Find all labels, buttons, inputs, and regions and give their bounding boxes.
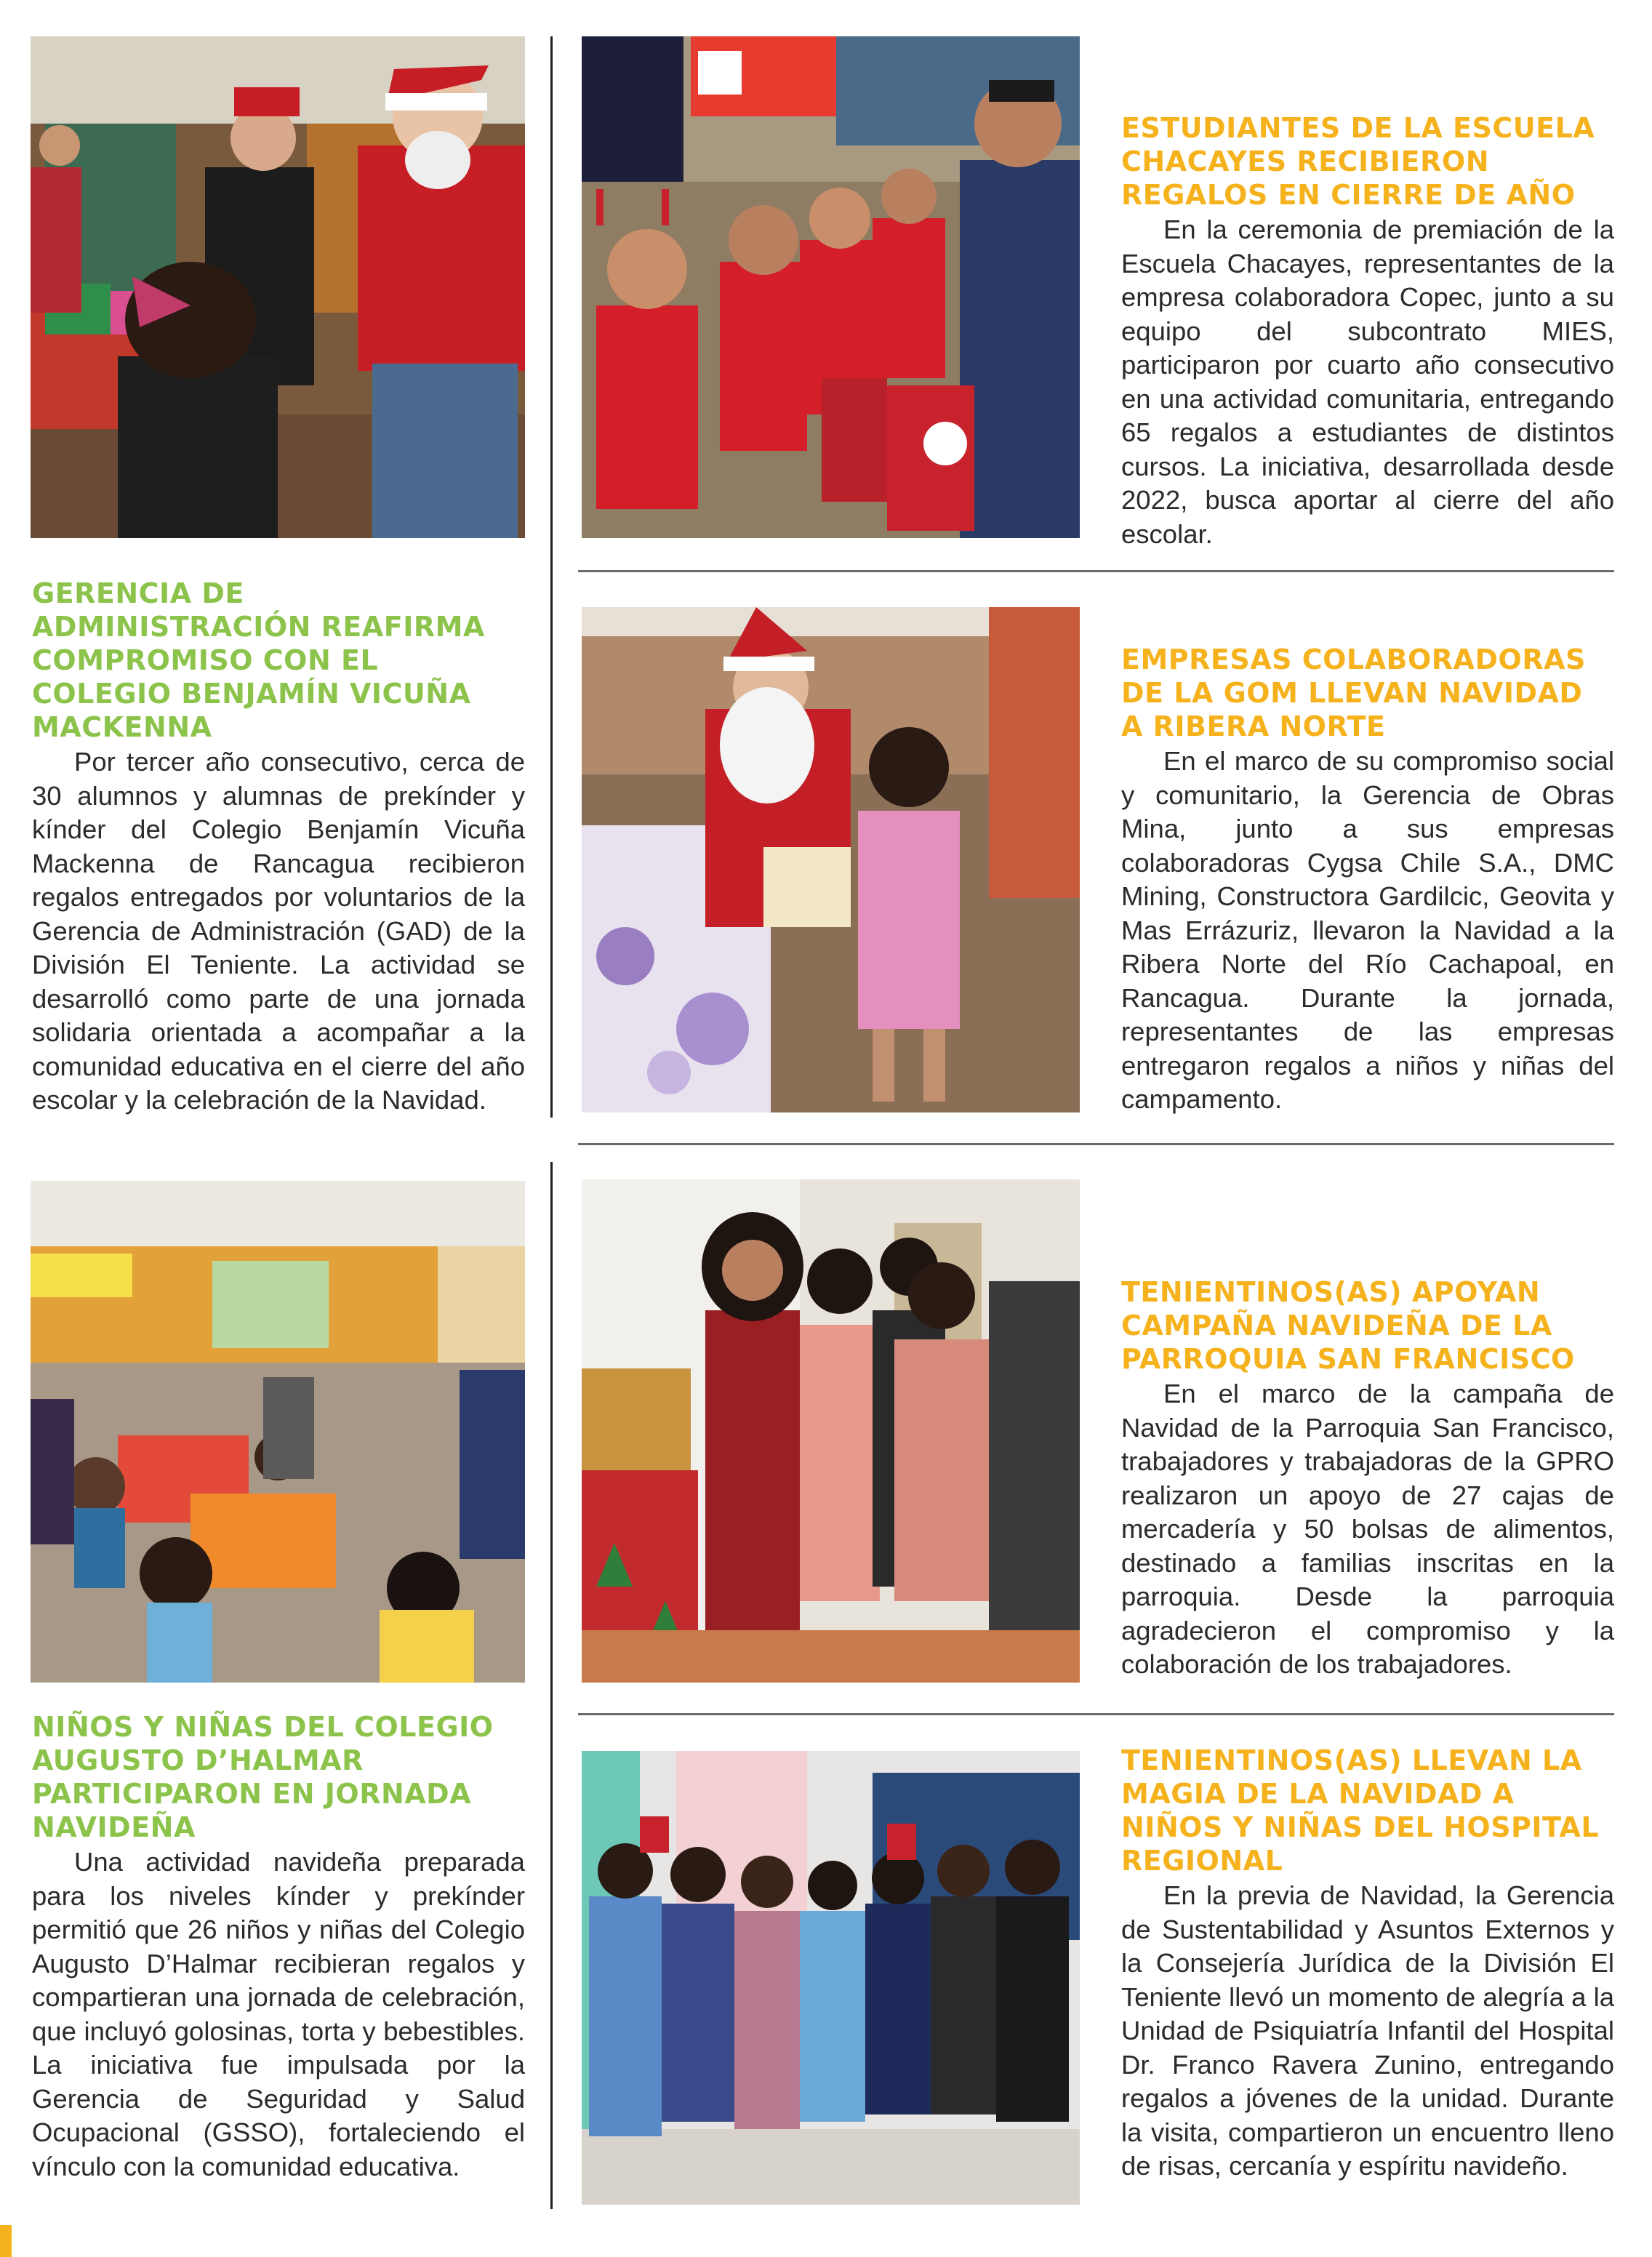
divider-2 (578, 1143, 1614, 1145)
article-dhalmar (32, 1710, 525, 2184)
photo-dhalmar-classroom (31, 1181, 525, 1683)
article-headline: NIÑOS Y NIÑAS DEL COLEGIO AUGUSTO D’HALMAR PARTICIPARON EN JORNADA NAVIDEÑA (32, 1711, 494, 1843)
article-headline: TENIENTINOS(AS) LLEVAN LA MAGIA DE LA NAVIDAD A NIÑOS Y NIÑAS DEL HOSPITAL REGIONAL (1121, 1744, 1600, 1877)
article-chacayes (1121, 111, 1614, 551)
divider-3 (578, 1713, 1614, 1715)
article-headline: EMPRESAS COLABORADORAS DE LA GOM LLEVAN NAVIDAD A RIBERA NORTE (1121, 644, 1586, 742)
photo-santa-school-gifts (31, 36, 525, 538)
article-gad (32, 577, 525, 1118)
article-headline: ESTUDIANTES DE LA ESCUELA CHACAYES RECIBIERON REGALOS EN CIERRE DE AÑO (1121, 112, 1595, 211)
article-body: Por tercer año consecutivo, cerca de 30 alumnos y alumnas de prekínder y kínder del Colegio Benjamín Vicuña Mackenna de Rancagua recibieron regalos entregados por voluntarios de la Gerencia de Administración (GAD) de la División El Teniente. La actividad se desarrolló como parte de una jornada solidaria orientada a acompañar a la comunidad educativa en el cierre del año escolar y la celebración de la Navidad. (32, 747, 525, 1115)
divider-1 (578, 570, 1614, 572)
article-body: En el marco de la campaña de Navidad de la Parroquia San Francisco, trabajadores y trabajadoras de la GPRO realizaron un apoyo de 27 cajas de mercadería y 50 bolsas de alimentos, destinado a familias inscritas en la parroquia. Desde la parroquia agradecieron el compromiso y la colaboración de los trabajadores. (1121, 1379, 1614, 1679)
photo-san-francisco-campaign (582, 1179, 1080, 1683)
article-body: En el marco de su compromiso social y comunitario, la Gerencia de Obras Mina, junto a sus empresas colaboradoras Cygsa Chile S.A., DMC Mining, Constructora Gardilcic, Geovita y Mas Errázuriz, llevaron la Navidad a la Ribera Norte del Río Cachapoal, en Rancagua. Durante la jornada, representantes de las empresas entregaron regalos a niños y niñas del campamento. (1121, 746, 1614, 1114)
photo-hospital-staff (582, 1751, 1080, 2205)
article-hospital (1121, 1744, 1614, 2184)
column-divider-top (550, 36, 553, 1118)
article-headline: GERENCIA DE ADMINISTRACIÓN REAFIRMA COMPROMISO CON EL COLEGIO BENJAMÍN VICUÑA MACKENNA (32, 577, 485, 743)
article-body: En la ceremonia de premiación de la Escuela Chacayes, representantes de la empresa colaboradora Copec, junto a su equipo del subcontrato MIES, participaron por cuarto año consecutivo en una actividad comunitaria, entregando 65 regalos a estudiantes de distintos cursos. La iniciativa, desarrollada desde 2022, busca aportar al cierre del año escolar. (1121, 215, 1614, 549)
photo-ribera-norte-santa (582, 607, 1080, 1113)
page-edge-tab (0, 2225, 12, 2257)
article-gom (1121, 643, 1614, 1117)
article-body: Una actividad navideña preparada para los niveles kínder y prekínder permitió que 26 niños y niñas del Colegio Augusto D’Halmar recibieran regalos y compartieran una jornada de celebración, que incluyó golosinas, torta y bebestibles. La iniciativa fue impulsada por la Gerencia de Seguridad y Salud Ocupacional (GSSO), fortaleciendo el vínculo con la comunidad educativa. (32, 1847, 525, 2181)
column-divider-bottom (550, 1162, 553, 2209)
article-headline: TENIENTINOS(AS) APOYAN CAMPAÑA NAVIDEÑA DE LA PARROQUIA SAN FRANCISCO (1121, 1276, 1575, 1375)
photo-chacayes-students (582, 36, 1080, 538)
article-body: En la previa de Navidad, la Gerencia de Sustentabilidad y Asuntos Externos y la Consejería Jurídica de la División El Teniente llevó un momento de alegría a la Unidad de Psiquiatría Infantil del Hospital Dr. Franco Ravera Zunino, entregando regalos a jóvenes de la unidad. Durante la visita, compartieron un encuentro lleno de risas, cercanía y espíritu navideño. (1121, 1880, 1614, 2181)
article-san-francisco (1121, 1275, 1614, 1682)
